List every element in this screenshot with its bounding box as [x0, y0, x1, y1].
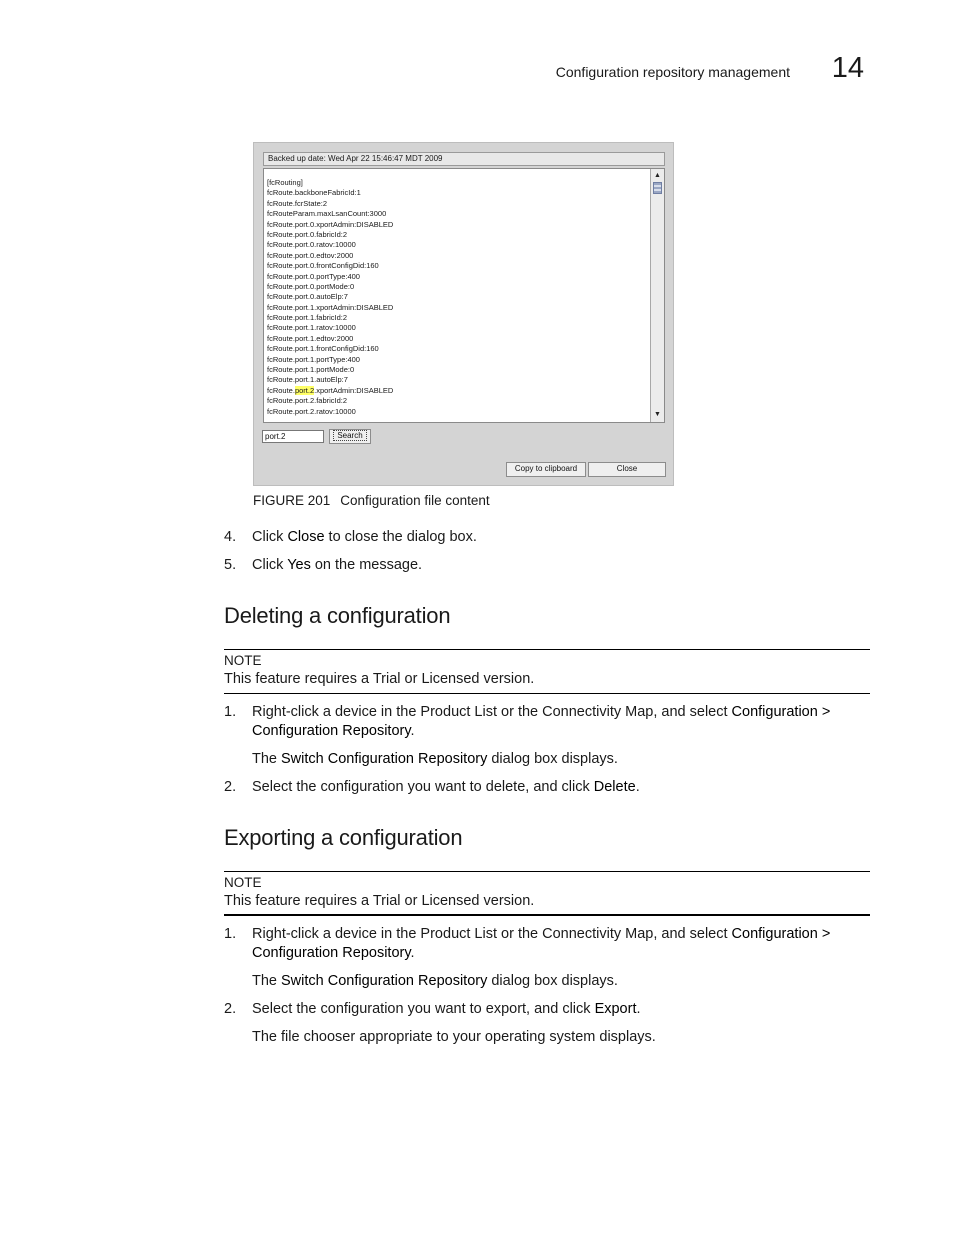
ui-term-configuration: Configuration >: [731, 926, 831, 942]
note-box-deleting: [224, 649, 870, 694]
config-line: fcRoute.port.0.portMode:0: [267, 281, 355, 291]
config-line: fcRoute.port.1.frontConfigDid:160: [267, 344, 379, 354]
ui-term-configuration-repository: Configuration Repository: [252, 945, 411, 961]
config-line: fcRoute.port.2.ratov:10000: [267, 406, 356, 416]
config-lines: [267, 178, 651, 417]
ui-term-yes: Yes: [287, 557, 311, 573]
ui-term-export: Export: [594, 1001, 637, 1017]
step-text: Click Yes on the message.: [252, 557, 423, 573]
note-top-rule: [224, 649, 870, 650]
export-final-note: The file chooser appropriate to your operating system displays.: [252, 1029, 656, 1045]
step-number: 1.: [224, 926, 237, 942]
search-button[interactable]: [329, 429, 371, 444]
config-line: fcRouteParam.maxLsanCount:3000: [267, 209, 387, 219]
step-number: 2.: [224, 779, 237, 795]
chapter-number: 14: [831, 52, 864, 84]
config-line: fcRoute.port.0.xportAdmin:DISABLED: [267, 219, 394, 229]
note-label: NOTE: [224, 875, 262, 890]
line-suffix: .xportAdmin:DISABLED: [314, 385, 394, 395]
config-line: fcRoute.fcrState:2: [267, 198, 328, 208]
step-number: 1.: [224, 704, 237, 720]
note-bottom-rule: [224, 914, 870, 916]
step-text: Click Close to close the dialog box.: [252, 529, 477, 545]
config-line: fcRoute.port.1.edtov:2000: [267, 333, 354, 343]
config-file-dialog: [253, 142, 674, 486]
figure-label: FIGURE 201: [253, 493, 331, 508]
section-heading-deleting: Deleting a configuration: [224, 603, 451, 628]
scroll-down-icon[interactable]: ▼: [654, 411, 661, 418]
backup-date-header: Backed up date: Wed Apr 22 15:46:47 MDT 2009: [263, 152, 665, 166]
ui-term-configuration: Configuration >: [731, 704, 831, 720]
note-box-exporting: [224, 871, 870, 917]
ui-term-close: Close: [287, 529, 325, 545]
step-text: Right-click a device in the Product List or the Connectivity Map, and select Configuration >: [252, 926, 831, 942]
config-line: fcRoute.backboneFabricId:1: [267, 188, 361, 198]
step-number: 2.: [224, 1001, 237, 1017]
note-text: This feature requires a Trial or Licensed version.: [224, 893, 535, 909]
config-line: fcRoute.port.1.portMode:0: [267, 365, 355, 375]
config-line: fcRoute.port.0.portType:400: [267, 271, 360, 281]
close-button[interactable]: Close: [588, 462, 666, 477]
ui-term-switch-config-repo: Switch Configuration Repository: [281, 751, 488, 767]
config-line-highlighted: [267, 386, 651, 396]
config-text-area[interactable]: [263, 168, 665, 423]
note-label: NOTE: [224, 653, 262, 668]
search-input[interactable]: [262, 430, 324, 443]
ui-term-switch-config-repo: Switch Configuration Repository: [281, 973, 488, 989]
figure-title: Configuration file content: [340, 493, 490, 508]
vertical-scrollbar[interactable]: [650, 169, 664, 422]
config-line: fcRoute.port.1.fabricId:2: [267, 313, 348, 323]
config-line: [fcRouting]: [267, 178, 303, 187]
config-line: fcRoute.port.0.autoElp:7: [267, 292, 348, 302]
config-line: fcRoute.port.1.xportAdmin:DISABLED: [267, 302, 394, 312]
section-heading-exporting: Exporting a configuration: [224, 825, 463, 850]
note-text: This feature requires a Trial or Licensed version.: [224, 671, 535, 687]
step-number: 5.: [224, 557, 237, 573]
line-prefix: fcRoute.: [267, 385, 295, 395]
scroll-thumb[interactable]: [653, 182, 662, 194]
export-dialog-note: The Switch Configuration Repository dialog box displays.: [252, 973, 618, 989]
config-line: fcRoute.port.1.ratov:10000: [267, 323, 356, 333]
config-line: fcRoute.port.0.fabricId:2: [267, 229, 348, 239]
running-header-title: Configuration repository management: [555, 64, 790, 80]
config-line: fcRoute.port.1.portType:400: [267, 354, 360, 364]
search-button-label: Search: [333, 430, 366, 441]
note-top-rule: [224, 871, 870, 872]
step-text: Select the configuration you want to delete, and click Delete.: [252, 779, 640, 795]
config-line: fcRoute.port.0.edtov:2000: [267, 250, 354, 260]
step-number: 4.: [224, 529, 237, 545]
search-match-highlight: port.2: [294, 385, 315, 395]
ui-term-delete: Delete: [593, 779, 636, 795]
figure-caption: [253, 493, 490, 508]
ui-term-configuration-repository: Configuration Repository: [252, 723, 411, 739]
delete-step-1-continued: Configuration Repository.: [252, 723, 415, 739]
config-line: fcRoute.port.2.fabricId:2: [267, 396, 348, 406]
config-line: fcRoute.port.1.autoElp:7: [267, 375, 348, 385]
step-text: Right-click a device in the Product List or the Connectivity Map, and select Configuration >: [252, 704, 831, 720]
note-bottom-rule: [224, 693, 870, 694]
copy-to-clipboard-button[interactable]: Copy to clipboard: [506, 462, 586, 477]
config-line: fcRoute.port.0.ratov:10000: [267, 240, 356, 250]
config-line: fcRoute.port.0.frontConfigDid:160: [267, 261, 379, 271]
scroll-up-icon[interactable]: ▲: [654, 172, 661, 179]
delete-dialog-note: The Switch Configuration Repository dialog box displays.: [252, 751, 618, 767]
step-text: Select the configuration you want to export, and click Export.: [252, 1001, 641, 1017]
export-step-1-continued: Configuration Repository.: [252, 945, 415, 961]
